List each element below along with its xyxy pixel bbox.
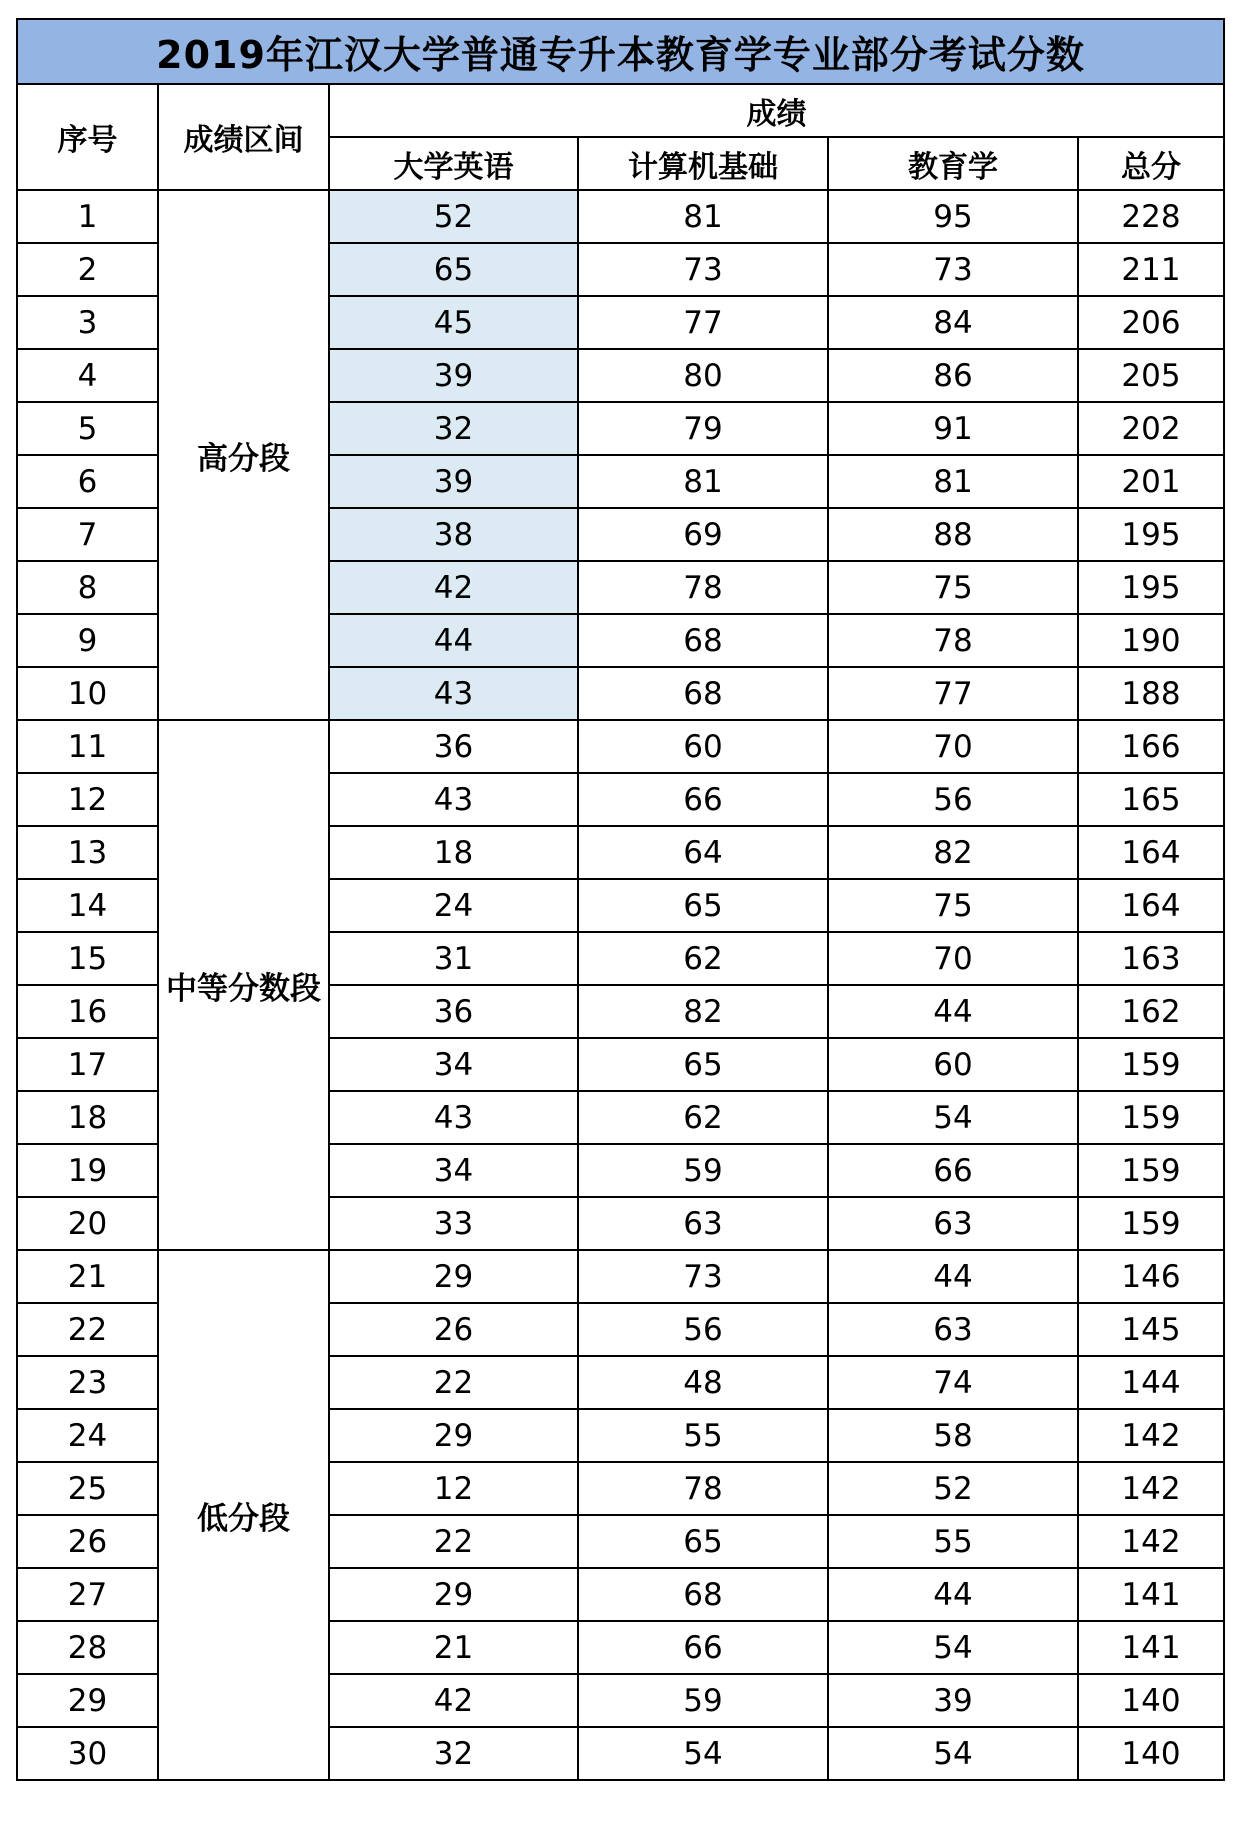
cell-english: 22 (329, 1515, 578, 1568)
cell-education: 86 (828, 349, 1078, 402)
cell-education: 66 (828, 1144, 1078, 1197)
cell-total: 205 (1078, 349, 1224, 402)
cell-computer: 55 (578, 1409, 828, 1462)
header-score-group: 成绩 (329, 84, 1224, 137)
header-computer: 计算机基础 (578, 137, 828, 190)
cell-index: 4 (17, 349, 158, 402)
cell-english: 36 (329, 985, 578, 1038)
cell-computer: 68 (578, 614, 828, 667)
cell-score-band: 低分段 (158, 1250, 329, 1780)
cell-index: 1 (17, 190, 158, 243)
cell-education: 73 (828, 243, 1078, 296)
cell-computer: 62 (578, 932, 828, 985)
cell-index: 5 (17, 402, 158, 455)
score-table (16, 18, 1225, 1781)
cell-english: 34 (329, 1144, 578, 1197)
cell-english: 29 (329, 1409, 578, 1462)
cell-education: 54 (828, 1727, 1078, 1780)
cell-index: 12 (17, 773, 158, 826)
cell-computer: 56 (578, 1303, 828, 1356)
cell-computer: 73 (578, 1250, 828, 1303)
cell-index: 8 (17, 561, 158, 614)
cell-index: 14 (17, 879, 158, 932)
cell-education: 60 (828, 1038, 1078, 1091)
cell-english: 32 (329, 1727, 578, 1780)
cell-english: 52 (329, 190, 578, 243)
cell-index: 27 (17, 1568, 158, 1621)
cell-education: 56 (828, 773, 1078, 826)
cell-english: 38 (329, 508, 578, 561)
cell-total: 228 (1078, 190, 1224, 243)
cell-english: 42 (329, 561, 578, 614)
cell-computer: 63 (578, 1197, 828, 1250)
cell-computer: 81 (578, 190, 828, 243)
cell-total: 141 (1078, 1568, 1224, 1621)
cell-total: 166 (1078, 720, 1224, 773)
cell-total: 141 (1078, 1621, 1224, 1674)
cell-index: 17 (17, 1038, 158, 1091)
cell-total: 159 (1078, 1197, 1224, 1250)
cell-computer: 59 (578, 1674, 828, 1727)
score-sheet (16, 18, 1223, 1781)
cell-computer: 73 (578, 243, 828, 296)
cell-english: 42 (329, 1674, 578, 1727)
cell-total: 165 (1078, 773, 1224, 826)
cell-education: 44 (828, 1250, 1078, 1303)
cell-english: 43 (329, 1091, 578, 1144)
cell-total: 142 (1078, 1409, 1224, 1462)
cell-education: 81 (828, 455, 1078, 508)
table-row (17, 1250, 1224, 1303)
cell-computer: 65 (578, 1038, 828, 1091)
cell-education: 52 (828, 1462, 1078, 1515)
cell-english: 44 (329, 614, 578, 667)
cell-index: 25 (17, 1462, 158, 1515)
cell-education: 63 (828, 1303, 1078, 1356)
cell-index: 10 (17, 667, 158, 720)
cell-education: 74 (828, 1356, 1078, 1409)
cell-index: 7 (17, 508, 158, 561)
cell-education: 95 (828, 190, 1078, 243)
cell-english: 39 (329, 455, 578, 508)
cell-education: 70 (828, 720, 1078, 773)
cell-total: 162 (1078, 985, 1224, 1038)
cell-english: 31 (329, 932, 578, 985)
cell-total: 164 (1078, 879, 1224, 932)
cell-education: 91 (828, 402, 1078, 455)
cell-total: 195 (1078, 561, 1224, 614)
cell-english: 36 (329, 720, 578, 773)
cell-education: 44 (828, 1568, 1078, 1621)
cell-index: 9 (17, 614, 158, 667)
cell-english: 33 (329, 1197, 578, 1250)
cell-computer: 68 (578, 1568, 828, 1621)
cell-score-band: 中等分数段 (158, 720, 329, 1250)
cell-computer: 78 (578, 561, 828, 614)
cell-total: 142 (1078, 1462, 1224, 1515)
cell-english: 29 (329, 1568, 578, 1621)
cell-english: 43 (329, 667, 578, 720)
cell-total: 201 (1078, 455, 1224, 508)
header-range: 成绩区间 (158, 84, 329, 190)
cell-total: 188 (1078, 667, 1224, 720)
cell-total: 211 (1078, 243, 1224, 296)
cell-score-band: 高分段 (158, 190, 329, 720)
cell-education: 75 (828, 561, 1078, 614)
cell-computer: 79 (578, 402, 828, 455)
cell-index: 19 (17, 1144, 158, 1197)
cell-computer: 81 (578, 455, 828, 508)
cell-education: 54 (828, 1091, 1078, 1144)
cell-english: 65 (329, 243, 578, 296)
cell-english: 26 (329, 1303, 578, 1356)
cell-education: 70 (828, 932, 1078, 985)
cell-total: 164 (1078, 826, 1224, 879)
cell-english: 39 (329, 349, 578, 402)
cell-index: 16 (17, 985, 158, 1038)
cell-total: 190 (1078, 614, 1224, 667)
cell-computer: 82 (578, 985, 828, 1038)
cell-english: 12 (329, 1462, 578, 1515)
header-total: 总分 (1078, 137, 1224, 190)
cell-total: 206 (1078, 296, 1224, 349)
cell-english: 18 (329, 826, 578, 879)
cell-computer: 59 (578, 1144, 828, 1197)
table-row (17, 190, 1224, 243)
header-education: 教育学 (828, 137, 1078, 190)
cell-index: 3 (17, 296, 158, 349)
cell-index: 26 (17, 1515, 158, 1568)
cell-index: 21 (17, 1250, 158, 1303)
cell-english: 21 (329, 1621, 578, 1674)
cell-english: 29 (329, 1250, 578, 1303)
cell-education: 77 (828, 667, 1078, 720)
cell-education: 75 (828, 879, 1078, 932)
cell-education: 88 (828, 508, 1078, 561)
cell-english: 32 (329, 402, 578, 455)
cell-education: 84 (828, 296, 1078, 349)
cell-computer: 68 (578, 667, 828, 720)
cell-index: 23 (17, 1356, 158, 1409)
cell-computer: 77 (578, 296, 828, 349)
cell-education: 44 (828, 985, 1078, 1038)
header-index: 序号 (17, 84, 158, 190)
score-body (17, 190, 1224, 1780)
header-english: 大学英语 (329, 137, 578, 190)
cell-total: 144 (1078, 1356, 1224, 1409)
cell-index: 15 (17, 932, 158, 985)
cell-computer: 78 (578, 1462, 828, 1515)
cell-computer: 69 (578, 508, 828, 561)
cell-total: 142 (1078, 1515, 1224, 1568)
cell-total: 163 (1078, 932, 1224, 985)
cell-total: 202 (1078, 402, 1224, 455)
cell-total: 159 (1078, 1144, 1224, 1197)
cell-education: 82 (828, 826, 1078, 879)
cell-computer: 64 (578, 826, 828, 879)
cell-computer: 48 (578, 1356, 828, 1409)
cell-index: 13 (17, 826, 158, 879)
cell-computer: 65 (578, 1515, 828, 1568)
cell-english: 43 (329, 773, 578, 826)
cell-english: 45 (329, 296, 578, 349)
cell-total: 159 (1078, 1091, 1224, 1144)
cell-education: 78 (828, 614, 1078, 667)
table-row (17, 720, 1224, 773)
cell-english: 34 (329, 1038, 578, 1091)
cell-education: 58 (828, 1409, 1078, 1462)
cell-computer: 54 (578, 1727, 828, 1780)
table-title: 2019年江汉大学普通专升本教育学专业部分考试分数 (17, 19, 1224, 84)
cell-education: 55 (828, 1515, 1078, 1568)
cell-index: 6 (17, 455, 158, 508)
cell-computer: 60 (578, 720, 828, 773)
cell-index: 18 (17, 1091, 158, 1144)
cell-total: 140 (1078, 1727, 1224, 1780)
cell-total: 145 (1078, 1303, 1224, 1356)
cell-total: 159 (1078, 1038, 1224, 1091)
cell-computer: 80 (578, 349, 828, 402)
cell-computer: 66 (578, 773, 828, 826)
cell-index: 29 (17, 1674, 158, 1727)
cell-computer: 62 (578, 1091, 828, 1144)
cell-english: 22 (329, 1356, 578, 1409)
cell-total: 195 (1078, 508, 1224, 561)
cell-index: 28 (17, 1621, 158, 1674)
cell-education: 39 (828, 1674, 1078, 1727)
cell-index: 30 (17, 1727, 158, 1780)
cell-index: 22 (17, 1303, 158, 1356)
cell-total: 140 (1078, 1674, 1224, 1727)
cell-total: 146 (1078, 1250, 1224, 1303)
cell-education: 54 (828, 1621, 1078, 1674)
cell-english: 24 (329, 879, 578, 932)
cell-computer: 65 (578, 879, 828, 932)
cell-index: 20 (17, 1197, 158, 1250)
cell-index: 11 (17, 720, 158, 773)
cell-index: 24 (17, 1409, 158, 1462)
cell-computer: 66 (578, 1621, 828, 1674)
cell-education: 63 (828, 1197, 1078, 1250)
cell-index: 2 (17, 243, 158, 296)
